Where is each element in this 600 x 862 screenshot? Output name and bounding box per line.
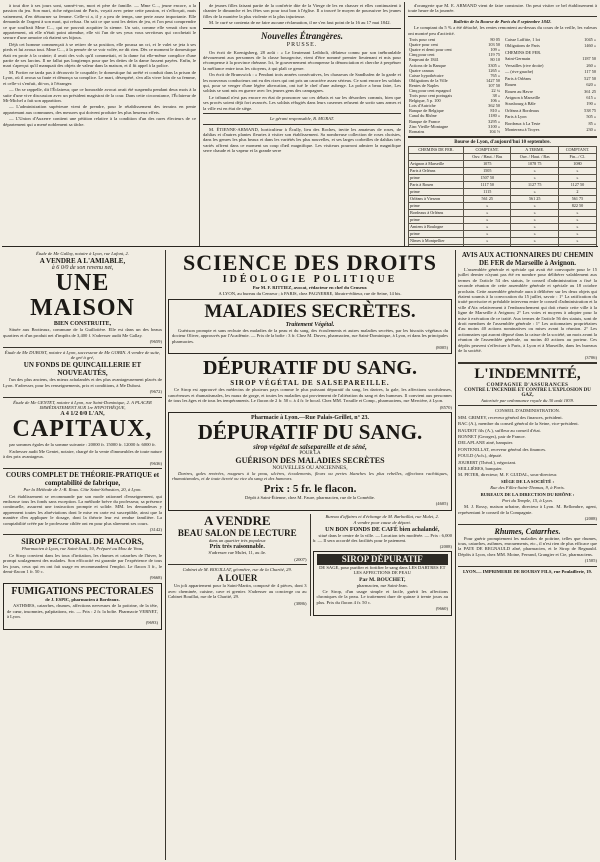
quote-value: 620 » <box>586 82 596 88</box>
quote-value: 505 » <box>586 114 596 120</box>
council-member: DELAPLANE ainé, banquier. <box>458 440 514 446</box>
science-publisher: A LYON, au bureau du Censeur ; à PARIS, chez PAGNERRE, libraire-éditeur, rue de Seine, 14 bis. <box>218 291 402 297</box>
article-paragraph: M. le curé se contenta de ne faire aucune réclamation, il ne s'en faut point de la 16 au 17 mai 1842. <box>209 20 391 26</box>
ad-description: Située aux Brotteaux, commune de la Guillotière. Elle est dans un des beaux quartiers et d'un produit net d'impôts de 3,400 f. S'adresser audit Me Gallay. <box>3 327 162 338</box>
maladies-subtitle: Traitement Végétal. <box>285 321 335 328</box>
ads-middle-column <box>168 251 452 859</box>
ad-headline: FUMIGATIONS PECTORALES <box>11 585 154 597</box>
ad-box-maladies <box>168 299 452 355</box>
sirop-description: Ce Sirop, d'un usage simple et facile, guérit les affections chroniques de la peau. Le traitement dure de quinze à trente jours au plus. Prix du flacon 4 fr. 50 c. <box>316 588 448 605</box>
quote-label: Montereau à Troyes <box>505 127 540 133</box>
rail-subheader-row <box>409 154 597 161</box>
top-right-column <box>408 3 597 247</box>
ad-number: (8005) <box>435 345 448 351</box>
ad-number: (1505) <box>584 558 597 564</box>
top-left-column <box>3 3 196 247</box>
quote-value: 230 » <box>586 127 596 133</box>
rail-value: 561 25 <box>464 196 511 203</box>
quote-value: 80 10 <box>490 57 500 63</box>
cabinet-line: A LOUER <box>217 573 258 584</box>
science-title: SCIENCE DES DROITS <box>183 251 437 275</box>
quote-value: 3305 » <box>488 62 500 68</box>
rail-value: 1080 <box>558 161 596 168</box>
quote-label: Emprunt de 1841 <box>409 57 439 63</box>
rail-line-name: prime <box>409 217 464 224</box>
indemnite-seat-address: Rue des Filles-Saint-Thomas, 9, à Paris. <box>490 485 565 491</box>
quote-label: Obligations de la Ville <box>409 77 448 83</box>
quote-value: 1265 » <box>488 67 500 73</box>
depuratif-title: DÉPURATIF DU SANG. <box>203 357 417 380</box>
council-member: MM. GRIMEY, receveur général des finances, président. <box>458 414 563 420</box>
ad-description: ASTHMES, catarrhes, rhumes, affections nerveuses de la poitrine, de la tête, de cœur, insomnies, palpitations, etc. — Prix : 2 fr. la boîte. Pharmacie VERNET, à Lyon. <box>7 603 158 619</box>
indemnite-bureau-address: Port du Temple, 15, à Lyon. <box>502 498 553 503</box>
quote-value: 104 ½ <box>489 128 500 134</box>
depuratif2-price: Prix : 5 fr. le flacon. <box>263 482 357 495</box>
bureau-description: situé dans le centre de la ville. — Location très modérée. — Prix : 6,000 fr. — Il sera accordé des facilités pour le paiement. <box>312 532 452 543</box>
ad-number: (3706) <box>584 354 597 360</box>
ad-number: (2008) <box>584 516 597 522</box>
rail-value: » <box>511 231 558 238</box>
ad-subheadline: BIEN CONSTRUITE, <box>53 321 112 328</box>
rule <box>3 347 162 348</box>
quote-label: Bordeaux à La Teste <box>505 120 541 126</box>
rail-row <box>409 231 597 238</box>
article-paragraph: — L'administration supérieure vient de prendre, pour le rétablissement des terrains en pente appartenant aux communes, des mesures qui doivent produire les plus heureux effets. <box>3 104 196 115</box>
quote-value: 106 » <box>490 98 500 104</box>
rule <box>458 566 597 567</box>
science-author: Par M. F. RITTIEZ, avocat, rédacteur en chef du Censeur. <box>252 285 368 290</box>
maladies-title: MALADIES SECRÈTES. <box>204 300 416 322</box>
rail-value: 1127 75 <box>511 182 558 189</box>
rail-value: » <box>511 224 558 231</box>
rule <box>3 534 162 535</box>
quotes-left-table <box>408 37 501 134</box>
rail-value: » <box>511 238 558 245</box>
rail-title: Bourse de Lyon, d'aujourd'hui 10 septembre. <box>454 139 551 145</box>
news-paragraph: Le tribunal n'est pas encore en état de prononcer sur ces débats et sur les désordres commis, bien que ses procès soient déjà fort avancés. Les soldats réfugiés dans leurs casernes refusent de sortir sans armes et la ville est en état de siège. <box>203 94 401 111</box>
quote-value: 119 75 <box>488 52 500 58</box>
depuratif2-description: Dartres, gales rentrées, rougeurs à la peau, ulcères, écoulements, fleurs ou pertes blanches les plus rebelles, affections rachitiques, rhumatismales, et de toute âcreté ou vice du sang et des humeurs. <box>172 471 448 482</box>
quote-label: Quatre et demi pour cent <box>409 47 452 53</box>
depuratif2-line: GUÉRISON DES MALADIES SECRÈTES <box>235 456 385 466</box>
rail-line-name: Orléans à Vierzon <box>409 196 464 203</box>
quote-label: Belgique, 5 p. 100 <box>409 98 441 104</box>
ad-box-depuratif <box>168 412 452 511</box>
rule <box>408 136 597 138</box>
rail-row <box>409 175 597 182</box>
ad-number: (9636) <box>149 460 162 466</box>
sale-line: Prix très raisonnable. <box>209 544 265 551</box>
avis-description: L'assemblée générale et spéciale qui avait été convoquée pour le 15 juillet dernier n'ayant pas été en nombre pour délibérer valablement aux termes de l'article 54 des statuts, le conseil d'administration a fixé la seconde réunion de cette assemblée générale et spéciale au 18 octobre prochain. Cette assemblée générale aura à délibérer sur les deux objets qui étaient soumis à la convocation du 15 juillet, savoir : 1° La ratification du traité provisoire et préalable intervenu entre le conseil d'administration et la ville d'Aix relativement à l'embranchement qui doit réunir cette ville à la ligne de Marseille à Avignon; 2° Les voies et moyens à adopter pour la mise à exécution de ce traité. Aux termes de l'article 56 des statuts, sont de droit membres de l'assemblée générale : 1° Les actionnaires propriétaires d'au moins 40 actions nominatives ou mises avant la réunion. 2° Les actionnaires qui auront déposé dans la caisse de la société, un mois avant la réunion de l'assemblée générale, au moins 40 actions au porteur. Ces dépôts peuvent s'effectuer à Paris, à Lyon et à Marseille, dans les bureaux de la société. <box>458 267 597 354</box>
gerant-line: Le gérant responsable, B. MURAT. <box>269 116 335 122</box>
rail-value: » <box>558 224 596 231</box>
quote-value: 1180 » <box>488 113 500 119</box>
rule <box>203 124 401 125</box>
science-subtitle: IDÉOLOGIE POLITIQUE <box>222 274 398 285</box>
quote-label: Paris à Lyon <box>505 114 527 120</box>
quote-value: 362 50 <box>488 103 500 109</box>
ad-number: (9659) <box>149 339 162 345</box>
ad-description: Ce Sirop convient dans les toux d'irritation, les rhumes et catarrhes de l'hiver, le prompt soulagement des malades. Son efficacité est garantie par l'expérience de tous les jours, ceux qui en ont fait usage en recommandent l'emploi. Le flacon 3 fr., le demi-flacon 1 fr. 50 c. <box>3 552 162 574</box>
ad-description: Cet établissement se recommande par son mode rationnel d'enseignement, qui embrasse tous les fonds sans exception. La méthode brève du professeur, sa présence continuelle, assurent une instruction prompte et solide. MM. les demandeurs y apprennent toutes les abréviations dont le mise en carte est susceptible, ainsi que la manière d'en appliquer le dosage, dont la théorie leur est rendue familière. La comptabilité créée par le professeur ciblée ont en pour plus sûrement ses cours. <box>3 493 162 526</box>
rail-header: COMPTANT. <box>464 147 511 154</box>
rail-row <box>409 217 597 224</box>
rail-value: » <box>558 168 596 175</box>
ad-subheadline: Par la Méthode de J.-B. Roux. Côte Saint-Sébastien, 20, à Lyon. <box>23 487 142 493</box>
ad-description: l'un des plus anciens, des mieux achalandés et des plus avantageusement placés de Lyon. S'adresser, pour les renseignements, prix et conditions, à Me Dubost. <box>3 377 162 388</box>
rail-header: CHEMINS DE FER. <box>409 147 464 154</box>
rule <box>458 362 597 364</box>
rail-value: 1075 <box>464 161 511 168</box>
rhumes-description: Pour guérir promptement les maladies de poitrine, telles que rhumes, toux, catarrhes, asthmes, enrouements, etc., il n'est rien de plus efficace que la PATE DE REGNAULD aîné, pharmacien, et le Sirop de Regnauld. Dépôts à Lyon, chez MM. Moine, Ferrand, Grangier et Cie, pharmaciens. <box>458 535 597 557</box>
rail-value: 1505 <box>464 168 511 175</box>
ads-middle-lower-right <box>310 514 453 616</box>
quote-label: Quatre canaux <box>409 67 434 73</box>
rail-line-name: Paris à Orléans <box>409 168 464 175</box>
rail-table <box>408 146 597 247</box>
ad-number: (2008) <box>439 544 452 550</box>
column-divider <box>455 250 456 860</box>
indemnite-members <box>458 415 597 478</box>
quote-value: 1187 50 <box>582 56 596 62</box>
quote-value: 22 ¼ <box>491 87 500 93</box>
quote-value: 3295 » <box>488 118 500 124</box>
quote-label: Zinc Vieille-Montagne <box>409 123 449 129</box>
ad-line: à 6 0/0 de son revenu net, <box>51 265 114 272</box>
rail-value: » <box>464 217 511 224</box>
rail-value: 1078 75 <box>511 161 558 168</box>
ad-box-sirop <box>313 551 453 616</box>
article-paragraph: — On se rappelle, dit l'Éclaireur, que ce honorable avocat avait été suspendu pendant deux mois à la suite d'une vive discussion avec un président magistrat de la cour. Dans cette circonstance, l'Éclaireur de Mt-Michel a fait son apparition. <box>3 87 196 103</box>
indemnite-bureau: BUREAUX DE LA DIRECTION DU RHÔNE : <box>480 491 575 497</box>
indemnite-subtitle2: CONTRE L'INCENDIE ET CONTRE L'EXPLOSION DU GAZ, <box>464 387 591 398</box>
depuratif2-subtitle: sirop végétal de salsepareille et de séné, <box>253 443 367 452</box>
rail-value: 1507 50 <box>464 175 511 182</box>
rail-value: » <box>464 210 511 217</box>
rail-line-name: prime <box>409 189 464 196</box>
column-divider <box>165 250 166 860</box>
rail-line-name: prime <box>409 231 464 238</box>
ads-middle-lower-left <box>168 514 307 616</box>
ad-box-fumigations <box>3 583 162 630</box>
indemnite-seat: SIÈGE DE LA SOCIÉTÉ : <box>500 478 555 484</box>
ads-middle-lower <box>168 514 452 616</box>
rail-value: » <box>558 175 596 182</box>
ad-line: A 4 1/2 0/0 L'AN, <box>60 411 105 418</box>
bureau-line: A vendre pour cause de départ. <box>353 520 411 526</box>
quote-label: Caisse Laffitte, 1 lot <box>505 37 541 43</box>
maladies-description: Guérison prompte et sans rechute des maladies de la peau et du sang, des écoulements et autres maladies secrètes, par les biscuits végétaux du docteur Oliver, approuvés par l'Académie. — Prix de la boîte : 3 fr. Chez M. Duvez, pharmacien, rue Saint-Dominique, à Lyon, et dans les principales pharmacies. <box>172 327 448 344</box>
rail-value: » <box>558 231 596 238</box>
rail-header: COMPTANT. <box>558 147 596 154</box>
rule <box>458 405 597 406</box>
quote-value: 117 50 <box>584 69 596 75</box>
indemnite-agent: M. J. Rossy, maison urbaine, directeur à Lyon. M. Bellombre, agent, représentant le conseil de la Compagnie. <box>458 504 597 515</box>
bureau-headline: UN BON FONDS DE CAFÉ bien achalandé, <box>325 526 440 533</box>
quote-row <box>408 129 501 134</box>
ad-description: S'adresser audit Me Gentet, notaire, chargé de la vente d'immeubles de toute nature à des prix avantageux. <box>3 448 162 460</box>
rail-row <box>409 182 597 189</box>
ads-right-column <box>458 251 597 859</box>
rail-value: » <box>464 238 511 245</box>
quote-label: Cinq pour cent <box>409 52 435 58</box>
rail-subheader: Fin.../ Cl. <box>558 154 596 161</box>
quote-label: Strasbourg à Bâle <box>505 101 536 107</box>
quote-label: Trois pour cent <box>409 37 436 43</box>
council-member: FOULD (Ach.), député. <box>458 453 503 459</box>
ad-number: (9668) <box>149 575 162 581</box>
rule <box>458 524 597 525</box>
rail-row <box>409 203 597 210</box>
quote-value: 85 » <box>588 120 596 126</box>
news-paragraph: On écrit de Koenigsberg, 28 août : « Le lieutenant Leibholt, délateur connu par son inébranlable dévouement aux personnes de la classe bourgeoise, vient d'être nommé premier lieutenant et mis pour récompense à la province rhénane. Ici, le gouvernement récompense la dénonciation et cherche à perpétuer la méfiance entre tous les citoyens, à qui plaît ce genre. <box>203 49 401 71</box>
rail-row <box>409 189 597 196</box>
rail-subheader: Ouv. / Haut. / Bas <box>511 154 558 161</box>
ad-number: (8570) <box>439 404 452 410</box>
ad-number: (4605) <box>435 501 448 507</box>
ad-notary: Étude de Me GENTET, notaire à Lyon, rue Saint-Dominique, 2. A PLACER IMMÉDIATEMENT SUR 1re HYPOTHÈQUE, <box>13 399 152 411</box>
column-divider <box>404 2 405 247</box>
quote-value: 810 » <box>490 108 500 114</box>
quote-value: 38 » <box>492 93 500 99</box>
quote-value: 1045 » <box>584 37 596 43</box>
cabinet-description: Un joli appartement pour la Saint-Martin, composé de 4 pièces, dont 3 avec cheminée, cuisine, cave et grenier. S'adresser au concierge ou au Cabinet Bouillat, rue de la Charité, 29. <box>168 583 307 600</box>
quote-value: 361 25 <box>584 88 596 94</box>
council-member: JOUBERT (Théod.), négociant. <box>458 459 517 465</box>
rule <box>203 28 401 29</box>
quote-label: Rentes de Naples <box>409 82 439 88</box>
rail-value: » <box>511 189 558 196</box>
rail-line-name: prime <box>409 203 464 210</box>
ad-subheadline: par sommes égales de la somme suivante : 20000 fr. 15000 fr. 12000 fr. 6000 fr. <box>9 442 156 448</box>
sale-address: S'adresser rue Mulet, 11, au 4e. <box>208 550 267 556</box>
indemnite-subtitle: COMPAGNIE D'ASSURANCES <box>486 382 569 388</box>
rail-line-name: prime <box>409 175 464 182</box>
ad-line: A VENDRE A L'AMIABLE, <box>39 257 126 266</box>
depuratif2-line2: NOUVELLES OU ANCIENNES, <box>272 465 348 472</box>
quote-label: — (rive gauche) <box>505 69 534 75</box>
article-paragraph: de jeunes filles faisant partie de la confrérie dite de la Vierge de les en chasser et elles continuaient à chanter le dimanche et les fêtes son pour tout bon à l'église. Il a trouvé le moyen de poursuivre les jeunes filles de la manière la plus violente et la plus injurieuse. <box>203 3 401 19</box>
article-paragraph: à tout dire à ses jours sont, sonné-t-on, mort et père de famille. — Mme C..., jeune encore, a la passion du jeu. Son mari, riche négociant de Paris, voyait avec peine cette passion, et s'efforçait, mais vainement, d'en détourner sa femme. Celle-ci a, il y a peu de temps, une perte assez importante. Elle demanda de l'argent à son mari, qui refusa. On sait ce que sont les dettes de jeu, et l'on peut comprendre ce que souffrait Mme C..., qui ne pouvait acquitter la sienne. Un soir, comme elle venait chez son appartement, où elle n'était point attendue, elle vit l'un de ses yeux vous serviteurs qui crochetait le serrure d'une armoire où étaient ses bijoux. <box>3 3 196 41</box>
rail-line-name: Paris à Rouen <box>409 182 464 189</box>
ad-number: (2007) <box>294 556 307 562</box>
council-member: FONTENILLAT, receveur général des finances. <box>458 446 547 452</box>
quote-value: 3100 » <box>488 123 500 129</box>
quote-value: 615 » <box>586 94 596 100</box>
ad-subheadline: Pharmacien à Lyon, rue Saint-Jean, 50, Préparé au Mou de Veau. <box>21 546 144 552</box>
rail-line-name: Bordeaux à Orléans <box>409 210 464 217</box>
depuratif2-title: DÉPURATIF DU SANG. <box>197 420 423 445</box>
rhumes-title: Rhumes, Catarrhes. <box>494 526 561 536</box>
imprint: LYON.— IMPRIMERIE DE BOURSY FILS, rue Poulaillerie, 19. <box>463 568 592 574</box>
article-paragraph: — L'Union d'Auxerre contient une pétition relative à la condition d'un des rares électeurs de ce département qui a mené noblement sa tâche. <box>3 116 196 127</box>
quote-label: Paris à Orléans <box>505 75 532 81</box>
council-member: SEILLIÈRES, banquier. <box>458 465 503 471</box>
rail-row <box>409 161 597 168</box>
rail-line-name: Amiens à Boulogne <box>409 224 464 231</box>
horizontal-rule <box>2 246 598 247</box>
ad-number: (9672) <box>149 389 162 395</box>
rail-subheader <box>409 154 464 161</box>
quote-label: Avignon à Marseille <box>505 94 541 100</box>
quote-label: Canal du Rhône <box>409 113 437 119</box>
column-divider <box>199 2 200 247</box>
quote-label: Obligations de Paris <box>505 43 540 49</box>
notice-continuation: d'orangerie que M. E. ARMAND vient de faire construire. On peut visiter ce bel établissement à toute heure de la journée. <box>408 3 597 14</box>
rule <box>408 16 597 17</box>
rule <box>203 113 401 114</box>
rail-row <box>409 196 597 203</box>
rail-row <box>409 238 597 245</box>
quote-value: 109 » <box>490 47 500 53</box>
ads-left-column <box>3 251 162 859</box>
article-paragraph: M. Fortier ne tarda pas à découvrir le coupable; le domestique fut arrêté et conduit dans la prison de Lyon, où il avoua sa faute et dénonça sa complice. Le mari, désespéré, s'en alla vivre loin de sa femme, et celle-ci s'enfuit, dit-on, à l'étranger. <box>3 69 196 86</box>
rail-row <box>409 210 597 217</box>
council-member: BAUDOT fils (A.), suffleur au conseil d'état. <box>458 427 541 433</box>
rail-value: » <box>511 175 558 182</box>
rail-value: » <box>511 210 558 217</box>
quotes-right-table <box>504 37 597 134</box>
sirop-line: Par M. BOUCHET, <box>359 576 406 583</box>
rail-line-name: Nîmes à Montpellier <box>409 238 464 245</box>
quote-label: Rouen <box>505 82 517 88</box>
quote-label: Banque de Belgique <box>409 108 444 114</box>
ad-number: (9693) <box>145 620 158 626</box>
quote-label: Romains <box>409 128 425 134</box>
quote-label: Rouen au Havre <box>505 88 533 94</box>
bourse-intro: Le comptant du 5 % a été détaché, les rentes remontent au-dessus du cours de la veille, les valeurs ont montré peu d'activité. <box>408 25 597 36</box>
quote-label: Trois pour cent portugais <box>409 93 453 99</box>
council-member: M. PETER, directeur; M. F. GUIDAL, sous-directeur. <box>458 472 558 478</box>
rail-value: » <box>511 168 558 175</box>
rail-header-row <box>409 147 597 154</box>
sirop-title: SIROP DÉPURATIF <box>317 554 449 565</box>
rail-value: » <box>558 210 596 217</box>
sale-head: A VENDRE <box>203 512 271 528</box>
quote-label: Quatre pour cent <box>409 42 438 48</box>
quote-value: 260 » <box>586 62 596 68</box>
ad-subheadline: de J. ESPIC, pharmacien à Bordeaux. <box>45 596 120 602</box>
news-paragraph: On écrit de Brunswick : « Pendant trois années consécutives, les chasseurs de Sandhafen de la garde et les nouveaux conducteurs ont eu des rixes qui ont pris un caractère assez sérieux. Ce sont encore les soldats qui, pour se venger d'une légère altercation, ont tué le chef d'une auberge. La police a beau faire, Les soldats se sont mis en guerre avec les jeunes gens des campagnes. <box>203 72 401 94</box>
quote-value: 765 » <box>490 72 500 78</box>
indemnite-subtitle3: Autorisée par ordonnance royale du 30 août 1839. <box>480 397 575 403</box>
rail-value: 1127 50 <box>558 182 596 189</box>
depuratif-subtitle: SIROP VÉGÉTAL DE SALSEPAREILLE. <box>230 379 390 388</box>
ad-headline: COURS COMPLET DE THÉORIE-PRATIQUE et comptabilité de fabrique, <box>5 471 160 488</box>
quote-label: Cinq pour cent espagnol <box>409 87 451 93</box>
depuratif2-subtitle2: POUR LA <box>299 451 321 457</box>
quote-label: Orléans à Bordeaux <box>505 107 540 113</box>
rail-value: » <box>464 231 511 238</box>
quote-value: 80 05 <box>490 37 500 43</box>
quote-value: 538 75 <box>584 107 596 113</box>
sirop-subtitle: DE SAGE, pour purifier et fortifier le sang dans LES DARTRES ET LES AFFECTIONS DE PEAU <box>319 564 446 576</box>
depuratif-description: Ce Sirop est approuvé des médecins de plusieurs pays comme le plus puissant dépuratif du sang, les dartres, la gale, les affections scrofuleuses, cancéreuses et rhumatismales, les maux de gorge, et toutes les maladies qui proviennent de l'altération du sang et des humeurs. Il convient aux personnes de tous les âges et de tous les tempéraments. Le flacon de 2 fr. 50 c. à 4 fr. le bocal. Chez MM. Trouille et Comp., pharmaciens, rue Mercière, à Lyon. <box>168 387 452 404</box>
rail-value: » <box>464 203 511 210</box>
council-member: BAC (A.), membre du conseil général de la Seine, vice-président. <box>458 421 579 427</box>
indemnite-title: L'INDEMNITÉ, <box>474 365 581 382</box>
rail-value: » <box>511 217 558 224</box>
quote-value: 103 50 <box>488 42 500 48</box>
ad-notary: Étude de Me Gallay, notaire à Lyon, rue Lafont, 2. <box>36 251 129 256</box>
bourse-title: Bulletin de la Bourse de Paris du 8 septembre 1842. <box>453 18 552 24</box>
quote-value: 527 50 <box>584 75 596 81</box>
rail-value: » <box>464 224 511 231</box>
section-title: Nouvelles Étrangères. <box>261 30 343 41</box>
rail-header: A TERME. <box>511 147 558 154</box>
rail-row <box>409 168 597 175</box>
rule <box>168 564 307 565</box>
sirop-line2: pharmacien, rue Saint-Jean. <box>356 582 408 588</box>
rail-value: » <box>558 238 596 245</box>
rail-value: 561 25 <box>511 196 558 203</box>
quote-label: CHEMINS DE FER. <box>505 49 542 55</box>
avis-title: AVIS AUX ACTIONNAIRES DU CHEMIN DE FER de Marseille à Avignon. <box>461 251 594 267</box>
rail-value: 1115 <box>464 189 511 196</box>
sale-subtitle: dans un quartier très populeux <box>208 537 266 543</box>
notice-paragraph: M. ÉTIENNE-ARMAND, horticulteur à Écully, lieu des Roches, invite les amateurs de roses, de dahlias et d'autres plantes fleuries à visiter son établissement. Sa nombreuse collection de roses choisies, dans les genres les plus beaux et dans les variétés les plus nouvelles, et ses larges corbeilles de dahlias très variés offrent dans ce moment un coup d'œil magnifique. Les visiteurs pourront admirer la magnifique serre chaude et la vapeur et la grande serre <box>203 126 401 154</box>
quote-label: Actions de la Banque <box>409 62 446 68</box>
rail-row <box>409 224 597 231</box>
depuratif2-footer: Dépôt à Saint-Étienne, chez M. Faure, pharmacien, rue de la Comédie. <box>245 494 375 500</box>
quote-value: 1460 » <box>584 43 596 49</box>
quote-label: Versailles (rive droite) <box>505 62 544 68</box>
bureau-title: Bureau d'affaires et d'échange de M. Barbaillat, rue Mulet, 2. <box>325 513 439 519</box>
quote-label: Saint-Germain <box>505 56 531 62</box>
ad-headline: UN FONDS DE QUINCAILLERIE ET NOUVEAUTÉS, <box>23 361 142 378</box>
rail-value: 822 50 <box>558 203 596 210</box>
sale-title: BEAU SALON DE LECTURE <box>177 527 297 538</box>
cabinet-title: Cabinet de M. BOUILLAT, géomètre, rue de la Charité, 29. <box>182 566 292 572</box>
article-paragraph: Déjà cet homme commençait à se retirer de sa position, elle poussa un cri, et le valet se jeta à ses pieds et lui avoua tout. Mme C..., à la pensée de se voir volée, ne dit rien. Dès ce moment le domestique était en proie à la crainte; il avait des vols qu'il commettait, et la dame fut elle-même complice d'une partie de ses larcins. Il ne fallut pas longtemps pour que les dettes de la dame fussent payées. Enfin, le mari s'aperçut qu'il manquait des objets de valeur dans la maison, et il fit appel à la police. <box>3 41 196 69</box>
ad-headline: UNE MAISON <box>30 270 135 322</box>
quote-row <box>504 127 597 134</box>
quote-value: 107 50 <box>488 82 500 88</box>
quote-value: 190 » <box>586 101 596 107</box>
rail-value: » <box>558 217 596 224</box>
quote-label: Caisse hypothécaire <box>409 72 444 78</box>
ad-number: (3886) <box>294 600 307 606</box>
top-middle-column <box>203 3 401 247</box>
ad-number: (9660) <box>435 606 448 612</box>
rail-subheader: Ouv. / Haut. / Bas <box>464 154 511 161</box>
ad-notary: Étude de Me DUBOST, notaire à Lyon, successeur de Me GOBIN. A vendre de suite, de gré à gré, <box>4 349 161 361</box>
quote-label: Lots d'Autriche <box>409 103 436 109</box>
rail-value: 2 <box>558 189 596 196</box>
rail-line-name: Avignon à Marseille <box>409 161 464 168</box>
bourse-quotes <box>408 37 597 134</box>
quote-label: Banque de France <box>409 118 441 124</box>
ad-number: (3142) <box>149 526 162 532</box>
section-subtitle: PRUSSE. <box>286 41 318 48</box>
rail-value: 1117 50 <box>464 182 511 189</box>
rail-value: 561 75 <box>558 196 596 203</box>
indemnite-council-head: CONSEIL D'ADMINISTRATION. <box>495 408 560 414</box>
rule <box>3 397 162 398</box>
ad-headline: CAPITAUX, <box>12 416 153 443</box>
quote-value: 1427 50 <box>486 77 500 83</box>
rail-value: » <box>511 203 558 210</box>
ad-headline: SIROP PECTORAL DE MACORS, <box>21 537 144 547</box>
council-member: BONNET (Georges), pair de France. <box>458 433 526 439</box>
depuratif2-header: Pharmacie à Lyon.—Rue Palais-Grillet, n° 23. <box>250 415 370 422</box>
rule <box>3 468 162 469</box>
